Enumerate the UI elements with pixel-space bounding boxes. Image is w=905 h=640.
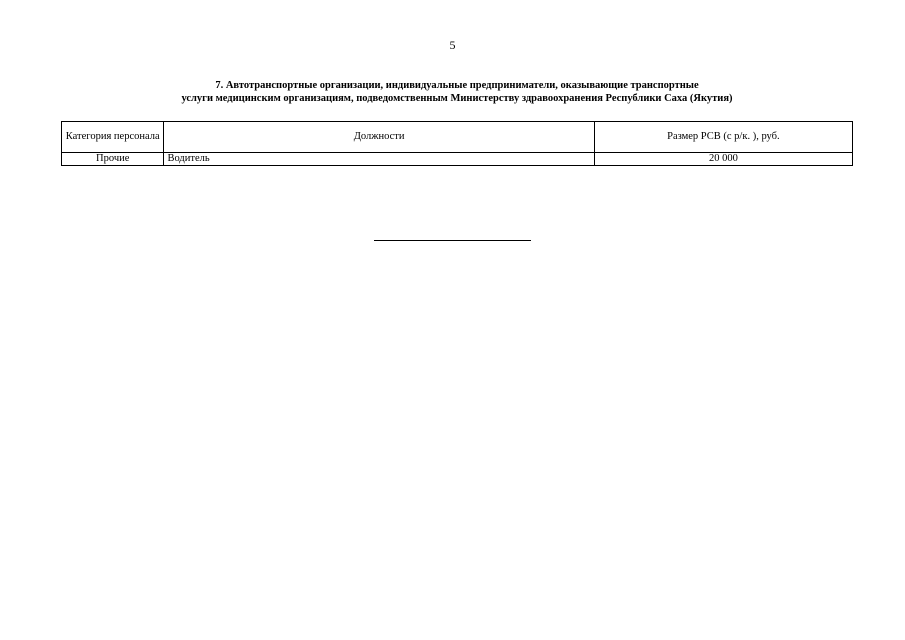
cell-position: Водитель [164, 153, 594, 166]
section-title-line-2: услуги медицинским организациям, подведомственным Министерству здравоохранения Республики Саха (Якутия) [181, 93, 733, 104]
rsv-table [61, 121, 853, 166]
header-size: Размер РСВ (с р/к. ), руб. [594, 122, 852, 153]
cell-size: 20 000 [594, 153, 852, 166]
cell-category: Прочие [62, 153, 164, 166]
section-title [60, 79, 854, 105]
header-position: Должности [164, 122, 594, 153]
header-category: Категория персонала [62, 122, 164, 153]
page-number: 5 [449, 38, 456, 52]
footer-rule [374, 240, 531, 241]
table-row [62, 153, 853, 166]
section-title-line-1: 7. Автотранспортные организации, индивидуальные предприниматели, оказывающие транспортные [215, 80, 699, 91]
table-header-row [62, 122, 853, 153]
